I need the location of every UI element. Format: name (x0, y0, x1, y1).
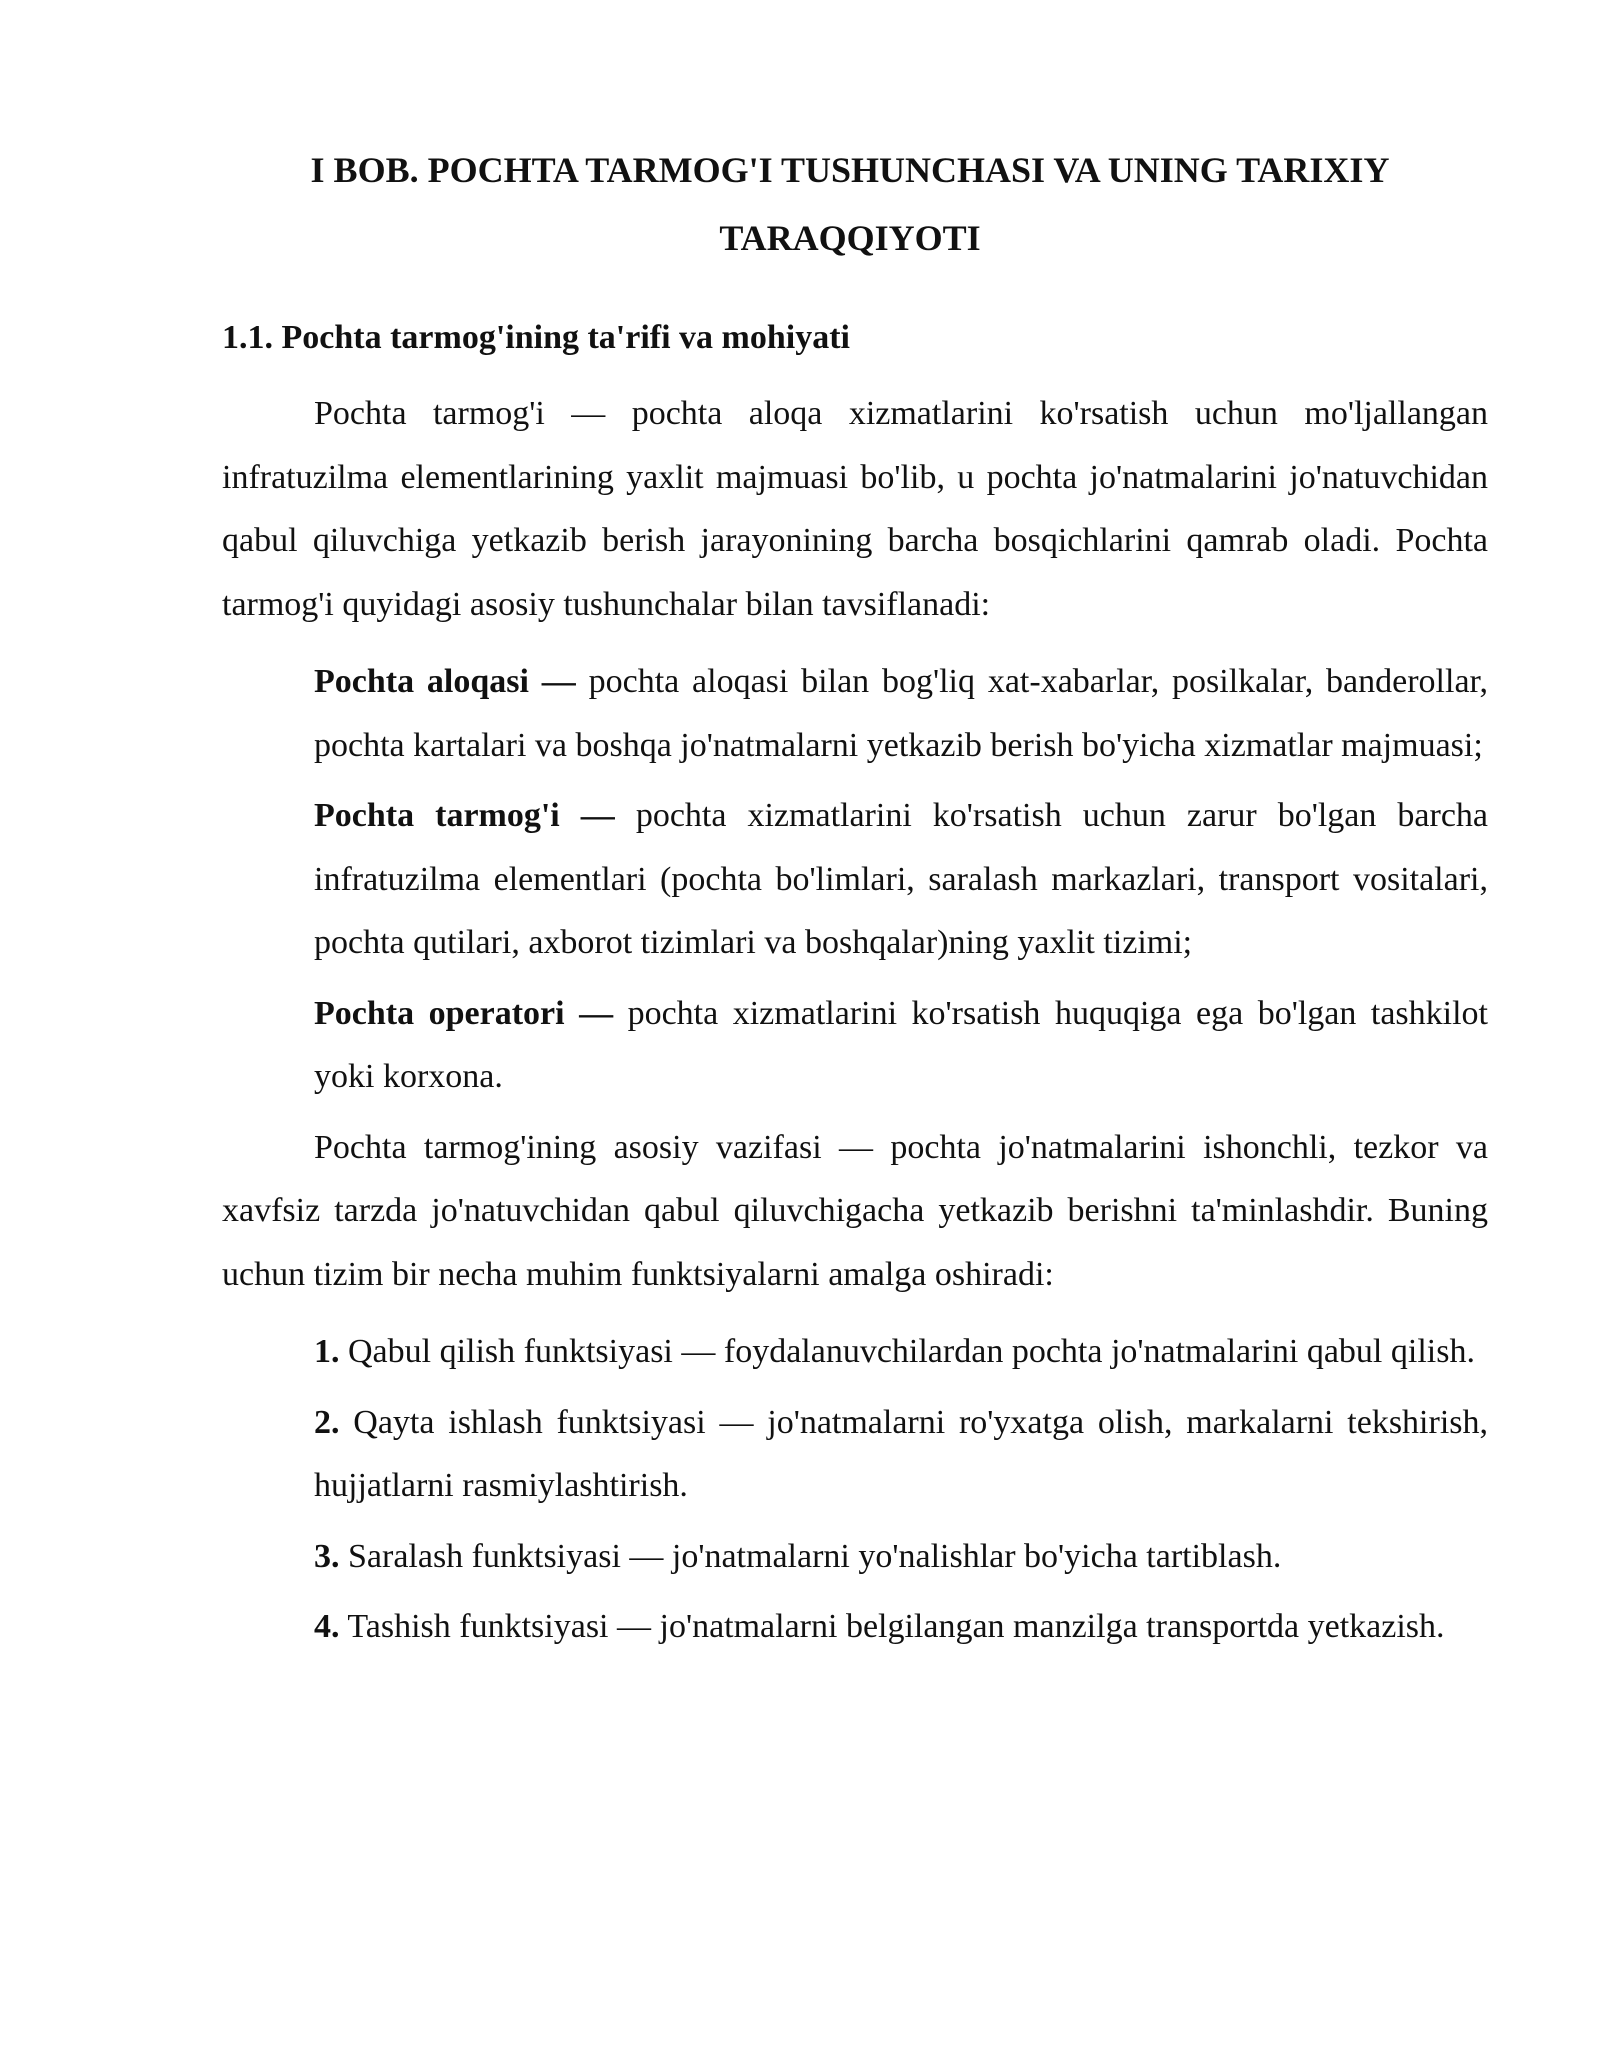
function-item (314, 1391, 1488, 1518)
function-text: Qabul qilish funktsiyasi — foydalanuvchilardan pochta jo'natmalarini qabul qilish. (339, 1333, 1475, 1370)
function-number: 4. (314, 1608, 340, 1645)
function-item (314, 1525, 1488, 1589)
function-text: Tashish funktsiyasi — jo'natmalarni belgilangan manzilga transportda yetkazish. (339, 1608, 1445, 1645)
function-text: Qayta ishlash funktsiyasi — jo'natmalarni ro'yxatga olish, markalarni tekshirish, hujjatlarni rasmiylashtirish. (314, 1403, 1488, 1504)
chapter-title-line1: I BOB. POCHTA TARMOG'I TUSHUNCHASI VA UNING TARIXIY (310, 150, 1390, 190)
function-item (314, 1320, 1488, 1384)
function-text: Saralash funktsiyasi — jo'natmalarni yo'nalishlar bo'yicha tartiblash. (339, 1537, 1282, 1575)
definition-item (314, 784, 1488, 975)
definition-term: Pochta tarmog'i — (314, 797, 615, 834)
chapter-title-line2: TARAQQIYOTI (719, 218, 981, 258)
definition-item (314, 982, 1488, 1109)
definition-text: pochta xizmatlarini ko'rsatish huquqiga ega bo'lgan tashkilot yoki korxona. (314, 994, 1488, 1095)
definition-text: pochta xizmatlarini ko'rsatish uchun zarur bo'lgan barcha infratuzilma elementlari (pochta bo'limlari, saralash markazlari, transport vositalari, pochta qutilari, axborot tizimlari va boshqalar)ning yaxlit tizimi; (314, 797, 1488, 961)
chapter-title (190, 136, 1510, 272)
function-number: 2. (314, 1403, 340, 1441)
function-item (314, 1595, 1488, 1659)
function-number: 1. (314, 1333, 340, 1370)
definition-item (314, 650, 1488, 777)
document-body (222, 382, 1488, 1666)
definition-term: Pochta aloqasi — (314, 663, 576, 700)
main-task-paragraph: Pochta tarmog'ining asosiy vazifasi — pochta jo'natmalarini ishonchli, tezkor va xavfsiz tarzda jo'natuvchidan qabul qiluvchigacha yetkazib berishni ta'minlashdir. Buning uchun tizim bir necha muhim funktsiyalarni amalga oshiradi: (222, 1128, 1488, 1293)
definition-text: pochta aloqasi bilan bog'liq xat-xabarlar, posilkalar, banderollar, pochta kartalari va boshqa jo'natmalarni yetkazib berish bo'yicha xizmatlar majmuasi; (314, 663, 1488, 764)
definition-term: Pochta operatori — (314, 994, 614, 1032)
section-title: 1.1. Pochta tarmog'ining ta'rifi va mohiyati (222, 319, 851, 356)
function-number: 3. (314, 1537, 340, 1575)
intro-paragraph: Pochta tarmog'i — pochta aloqa xizmatlarini ko'rsatish uchun mo'ljallangan infratuzilma elementlarining yaxlit majmuasi bo'lib, u pochta jo'natmalarini jo'natuvchidan qabul qiluvchiga yetkazib berish jarayonining barcha bosqichlarini qamrab oladi. Pochta tarmog'i quyidagi asosiy tushunchalar bilan tavsiflanadi: (222, 395, 1488, 623)
